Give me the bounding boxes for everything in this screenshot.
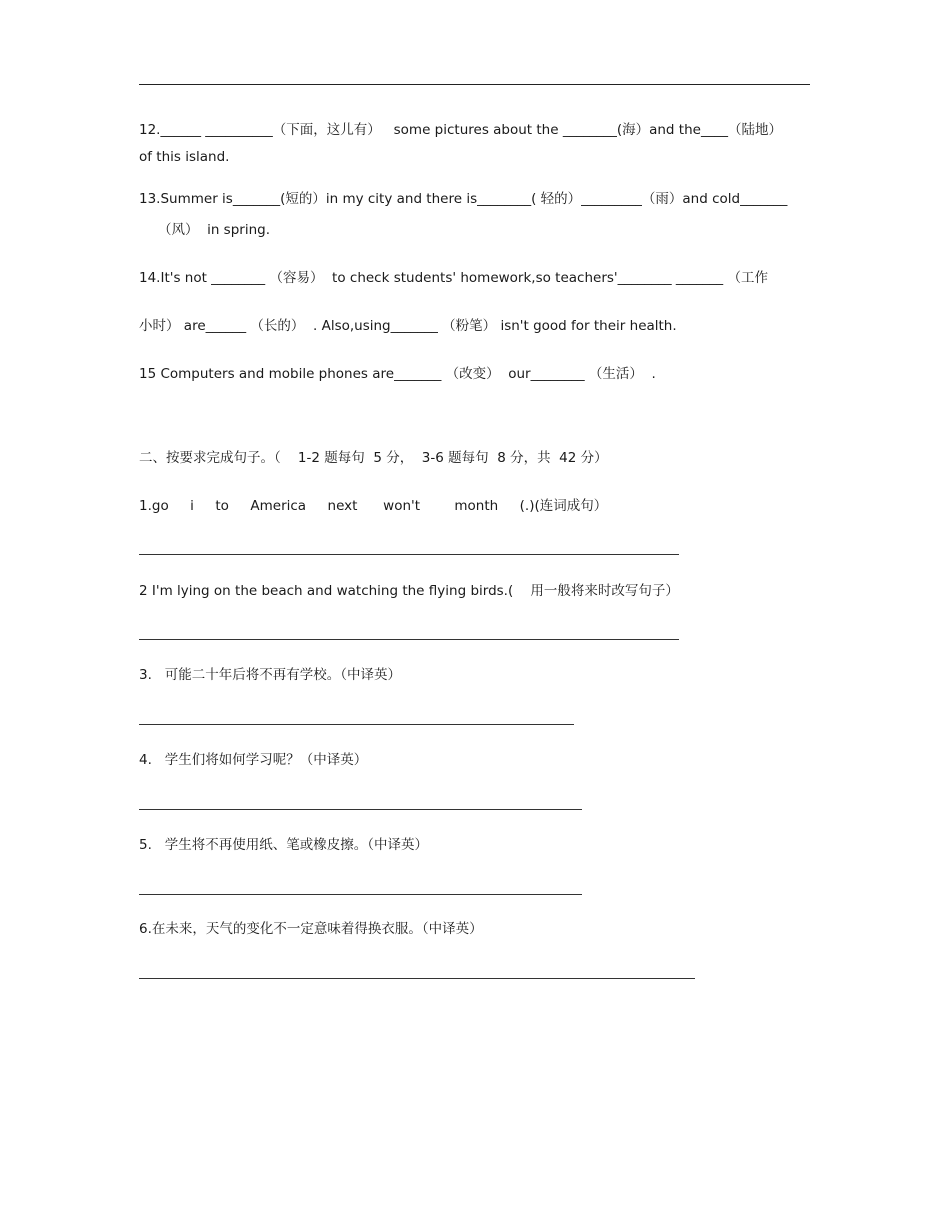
sentence-4-prompt: 4. 学生们将如何学习呢？（中译英） (139, 752, 368, 768)
question-13-line-1: 13.Summer is_______(短的）in my city and there is________( 轻的）_________（雨）and cold_______ (139, 191, 788, 207)
question-15: 15 Computers and mobile phones are_______ （改变） our________ （生活） . (139, 366, 656, 382)
question-13-line-2: （风） in spring. (158, 222, 271, 238)
sentence-3-prompt: 3. 可能二十年后将不再有学校。（中译英） (139, 667, 402, 683)
sentence-2-answer-line[interactable] (139, 639, 679, 640)
question-12-line-2: of this island. (139, 149, 230, 165)
sentence-5-answer-line[interactable] (139, 894, 582, 895)
question-14-line-2: 小时） are______ （长的） . Also,using_______ （粉笔） isn't good for their health. (139, 318, 677, 334)
sentence-6-prompt: 6.在未来，天气的变化不一定意味着得换衣服。（中译英） (139, 921, 483, 937)
section-2-heading: 二、按要求完成句子。（ 1-2 题每句 5 分， 3-6 题每句 8 分，共 42 分） (139, 450, 608, 466)
sentence-5-prompt: 5. 学生将不再使用纸、笔或橡皮擦。（中译英） (139, 837, 429, 853)
sentence-6-answer-line[interactable] (139, 978, 695, 979)
question-12-line-1: 12.______ __________（下面，这儿有） some pictures about the ________(海）and the____（陆地） (139, 122, 782, 138)
sentence-1-prompt: 1.go i to America next won't month (.)(连词成句） (139, 498, 608, 514)
sentence-2-prompt: 2 I'm lying on the beach and watching the flying birds.( 用一般将来时改写句子） (139, 583, 679, 599)
question-14-line-1: 14.It's not ________ （容易） to check students' homework,so teachers'________ _______ （工作 (139, 270, 768, 286)
sentence-1-answer-line[interactable] (139, 554, 679, 555)
sentence-3-answer-line[interactable] (139, 724, 574, 725)
sentence-4-answer-line[interactable] (139, 809, 582, 810)
top-rule (139, 84, 810, 85)
